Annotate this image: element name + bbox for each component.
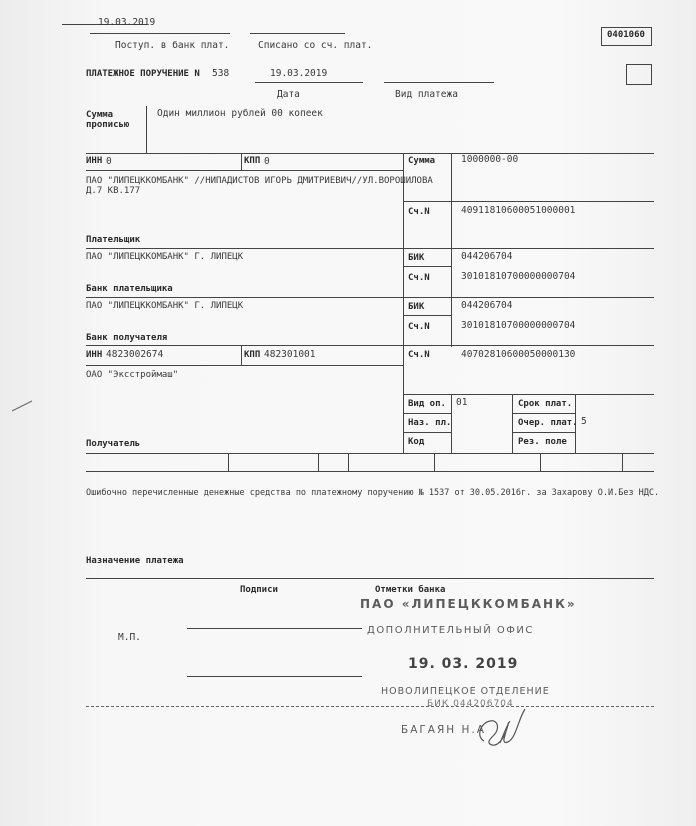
debited-line bbox=[250, 33, 345, 34]
payee-label: Получатель bbox=[86, 439, 141, 449]
received-line bbox=[90, 33, 230, 34]
grid-vline bbox=[434, 453, 435, 471]
code-label: Код bbox=[408, 437, 425, 447]
payee-account-label: Сч.N bbox=[408, 350, 430, 360]
received-label: Поступ. в банк плат. bbox=[115, 40, 230, 51]
payee-kpp-label: КПП bbox=[244, 350, 261, 360]
payee-bank-name: ПАО "ЛИПЕЦККОМБАНК" Г. ЛИПЕЦК bbox=[86, 301, 244, 311]
grid-line bbox=[86, 365, 403, 366]
reserve-label: Рез. поле bbox=[518, 437, 567, 447]
handwritten-signature bbox=[470, 703, 530, 753]
payee-account: 40702810600050000130 bbox=[461, 349, 576, 360]
priority: 5 bbox=[581, 416, 587, 427]
cut-line bbox=[86, 706, 654, 707]
purpose-text: Ошибочно перечисленные денежные средства по платежному поручению № 1537 от 30.05.2016г. за Захарову О.И.Без НДС. bbox=[86, 488, 660, 498]
stamp-branch: НОВОЛИПЕЦКОЕ ОТДЕЛЕНИЕ bbox=[381, 686, 550, 697]
payer-kpp-label: КПП bbox=[244, 156, 261, 166]
mp-label: М.П. bbox=[118, 632, 141, 643]
stamp-signer: БАГАЯН Н.А bbox=[401, 724, 486, 736]
payee-bank-account: 30101810700000000704 bbox=[461, 320, 576, 331]
purpose-line bbox=[86, 578, 654, 579]
grid-line bbox=[403, 394, 654, 395]
grid-vline bbox=[512, 394, 513, 453]
due-label: Срок плат. bbox=[518, 399, 573, 409]
payee-kpp: 482301001 bbox=[264, 349, 316, 360]
stamp-bik: БИК 044206704 bbox=[427, 699, 514, 709]
amount-words-value: Один миллион рублей 00 копеек bbox=[157, 108, 323, 119]
bank-marks-label: Отметки банка bbox=[375, 585, 446, 595]
payment-type-label: Вид платежа bbox=[395, 89, 458, 100]
grid-vline bbox=[318, 453, 319, 471]
grid-line bbox=[403, 413, 451, 414]
payer-bank-name: ПАО "ЛИПЕЦККОМБАНК" Г. ЛИПЕЦК bbox=[86, 252, 244, 262]
payer-label: Плательщик bbox=[86, 235, 141, 245]
grid-line bbox=[86, 153, 654, 154]
order-date-line bbox=[255, 82, 363, 83]
status-box bbox=[626, 64, 652, 85]
signature-line-2 bbox=[187, 676, 362, 677]
priority-label: Очер. плат. bbox=[518, 418, 578, 428]
payer-kpp: 0 bbox=[264, 156, 270, 167]
grid-line bbox=[512, 432, 575, 433]
grid-line bbox=[403, 315, 451, 316]
grid-vline bbox=[403, 153, 404, 453]
grid-line bbox=[86, 345, 654, 346]
debited-label: Списано со сч. плат. bbox=[258, 40, 373, 51]
grid-vline bbox=[228, 453, 229, 471]
payer-bank-account-label: Сч.N bbox=[408, 273, 430, 283]
grid-line bbox=[86, 248, 654, 249]
date-label: Дата bbox=[277, 89, 300, 100]
payee-bank-bik: 044206704 bbox=[461, 300, 513, 311]
payer-name-1: ПАО "ЛИПЕЦККОМБАНК" //НИПАДИСТОВ ИГОРЬ ДМИТРИЕВИЧ//УЛ.ВОРОШИЛОВА bbox=[86, 176, 433, 186]
payer-amount-label: Сумма bbox=[408, 156, 436, 166]
order-date: 19.03.2019 bbox=[270, 68, 328, 79]
payer-bank-label: Банк плательщика bbox=[86, 284, 173, 294]
payer-bank-account: 30101810700000000704 bbox=[461, 271, 576, 282]
grid-vline bbox=[348, 453, 349, 471]
grid-line bbox=[86, 453, 654, 454]
signature-line-1 bbox=[187, 628, 362, 629]
purpose-code-label: Наз. пл. bbox=[408, 418, 452, 428]
order-number: 538 bbox=[212, 68, 230, 79]
grid-line bbox=[403, 201, 654, 202]
amount-words-label-1: Сумма bbox=[86, 110, 114, 120]
payee-bank-label: Банк получателя bbox=[86, 333, 168, 343]
stamp-date: 19. 03. 2019 bbox=[408, 656, 519, 672]
amount-words-label-2: прописью bbox=[86, 120, 130, 130]
grid-line bbox=[403, 266, 451, 267]
payee-bank-bik-label: БИК bbox=[408, 302, 425, 312]
payer-account-label: Сч.N bbox=[408, 207, 430, 217]
grid-vline bbox=[241, 153, 242, 170]
payee-name: ОАО "Эксстроймаш" bbox=[86, 370, 179, 380]
op-type-label: Вид оп. bbox=[408, 399, 446, 409]
signatures-label: Подписи bbox=[240, 585, 278, 595]
payer-amount: 1000000-00 bbox=[461, 154, 519, 165]
stamp-office: ДОПОЛНИТЕЛЬНЫЙ ОФИС bbox=[367, 625, 534, 636]
payer-account: 40911810600051000001 bbox=[461, 205, 576, 216]
purpose-label: Назначение платежа bbox=[86, 556, 184, 566]
payee-inn: 4823002674 bbox=[106, 349, 164, 360]
payer-bank-bik-label: БИК bbox=[408, 253, 425, 263]
form-code: 0401060 bbox=[607, 30, 645, 40]
payer-inn: 0 bbox=[106, 156, 112, 167]
amount-words-divider bbox=[146, 106, 147, 153]
payer-bank-bik: 044206704 bbox=[461, 251, 513, 262]
grid-vline bbox=[451, 153, 452, 347]
grid-line bbox=[512, 413, 575, 414]
grid-vline bbox=[622, 453, 623, 471]
margin-mark bbox=[10, 398, 34, 414]
payment-type-line bbox=[384, 82, 494, 83]
grid-vline bbox=[241, 345, 242, 365]
payee-inn-label: ИНН bbox=[86, 350, 103, 360]
grid-line bbox=[403, 432, 451, 433]
grid-line bbox=[86, 471, 654, 472]
receipt-date: 19.03.2019 bbox=[98, 17, 156, 28]
op-type: 01 bbox=[456, 397, 468, 408]
order-title: ПЛАТЕЖНОЕ ПОРУЧЕНИЕ N bbox=[86, 69, 200, 79]
payer-name-2: Д.7 КВ.177 bbox=[86, 186, 141, 196]
grid-line bbox=[86, 170, 403, 171]
payer-inn-label: ИНН bbox=[86, 156, 103, 166]
stamp-bank-name: ПАО «ЛИПЕЦККОМБАНК» bbox=[360, 597, 577, 611]
grid-line bbox=[86, 297, 654, 298]
payee-bank-account-label: Сч.N bbox=[408, 322, 430, 332]
grid-vline bbox=[540, 453, 541, 471]
